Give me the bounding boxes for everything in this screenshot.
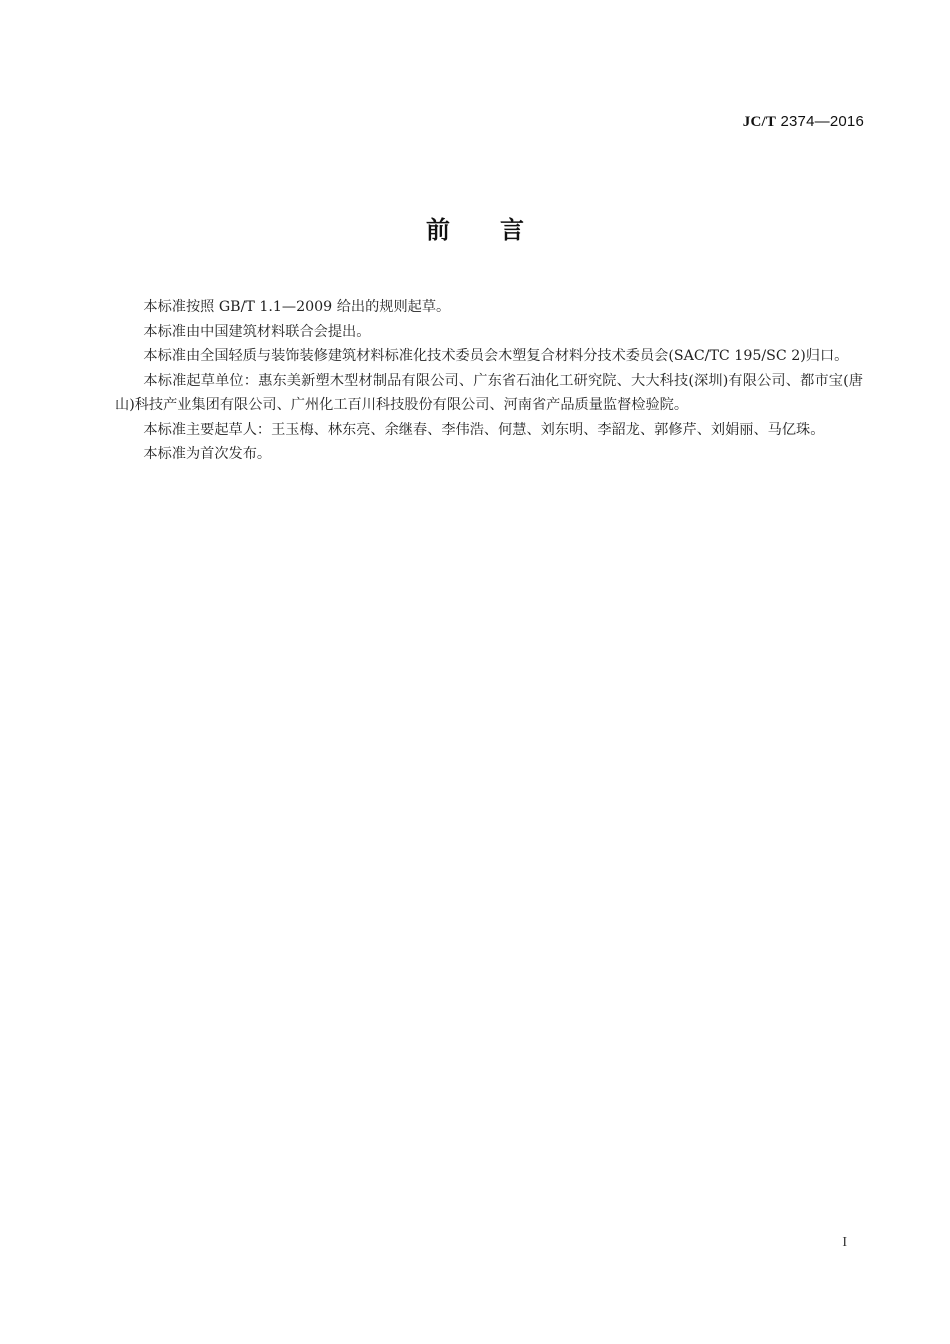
paragraph-administrator: 本标准由全国轻质与装饰装修建筑材料标准化技术委员会木塑复合材料分技术委员会(SAC/TC 195/SC 2)归口。 — [143, 348, 849, 364]
page-title: 前言 — [426, 216, 574, 244]
paragraph-first-release: 本标准为首次发布。 — [143, 446, 272, 462]
standard-prefix: JC/T — [742, 114, 777, 130]
page-number: I — [842, 1235, 847, 1250]
document-body — [115, 295, 863, 467]
standard-code — [743, 113, 864, 131]
paragraph-drafters: 本标准主要起草人：王玉梅、林东亮、余继春、李伟浩、何慧、刘东明、李韶龙、郭修芹、刘娟丽、马亿珠。 — [143, 421, 825, 438]
standard-number: 2374—2016 — [780, 113, 864, 130]
paragraph-proposer: 本标准由中国建筑材料联合会提出。 — [143, 323, 371, 340]
paragraph-drafting-units: 本标准起草单位：惠东美新塑木型材制品有限公司、广东省石油化工研究院、大大科技(深圳)有限公司、都市宝(唐山)科技产业集团有限公司、广州化工百川科技股份有限公司、河南省产品质量监督检验院。 — [115, 372, 863, 413]
paragraph-drafting-rules: 本标准按照 GB/T 1.1—2009 给出的规则起草。 — [143, 299, 451, 315]
